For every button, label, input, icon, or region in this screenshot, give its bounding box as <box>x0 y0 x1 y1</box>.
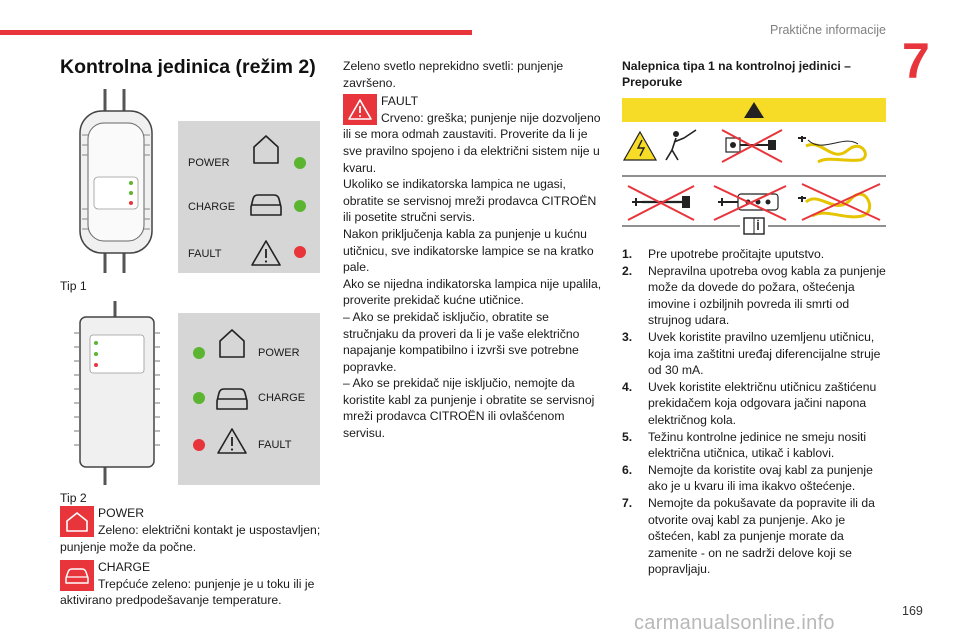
state-fault-title: FAULT <box>381 94 419 109</box>
column-1 <box>60 56 322 609</box>
read-manual-icon <box>744 218 764 234</box>
header-accent-bar <box>0 30 472 35</box>
state-power-text: Zeleno: električni kontakt je uspostavljen; punjenje može da počne. <box>60 522 321 554</box>
control-unit-tip1-illustration <box>60 89 322 273</box>
car-icon <box>60 560 94 591</box>
list-item: 2. Nepravilna upotreba ovog kabla za punjenje može da dovede do požara, oštećenja imovine i ozbiljnih povreda ili smrti od strujnog udara. <box>622 263 886 328</box>
panel-label-fault-tip2: FAULT <box>258 439 292 452</box>
paragraph-no-lamp: Ako se nijedna indikatorska lampica nije upalila, proverite prekidač kućne utičnice. <box>343 276 602 308</box>
coiled-cable-icon <box>798 136 865 162</box>
panel-label-charge: CHARGE <box>188 201 236 214</box>
page-number: 169 <box>902 604 923 618</box>
list-item: 3. Uvek koristite pravilno uzemljenu utičnicu, koja ima zaštitni uređaj diferencijalne struje od 30 mA. <box>622 329 881 378</box>
panel-label-power-tip2: POWER <box>258 347 300 360</box>
warning-triangle-icon <box>343 94 377 125</box>
list-item: 4. Uvek koristite električnu utičnicu zaštićenu prekidačem koja odgovara jačini napona električnog kola. <box>622 379 877 427</box>
list-item: 1. Pre upotrebe pročitajte uputstvo. <box>622 247 825 261</box>
paragraph-lamps-flash: Nakon priključenja kabla za punjenje u kućnu utičnicu, sve indikatorske lampice se na kratko pale. <box>343 226 594 275</box>
no-tangled-cable-icon <box>798 184 880 220</box>
sticker-title: Nalepnica tipa 1 na kontrolnoj jedinici – Preporuke <box>622 59 851 89</box>
column2-body <box>343 176 605 442</box>
house-icon <box>60 506 94 537</box>
panel-label-fault: FAULT <box>188 248 222 261</box>
watermark: carmanualsonline.info <box>634 612 835 634</box>
caption-tip2: Tip 2 <box>60 491 87 506</box>
page-title: Kontrolna jedinica (režim 2) <box>60 56 316 78</box>
state-power-title: POWER <box>98 506 145 521</box>
recommendation-list <box>622 246 890 578</box>
no-extension-cord-icon <box>722 130 782 162</box>
state-charge <box>60 559 322 609</box>
charge-complete-text: Zeleno svetlo neprekidno svetli: punjenje završeno. <box>343 59 564 90</box>
paragraph-lamp-not-off: Ukoliko se indikatorska lampica ne ugasi, obratite se servisnoj mreži prodavca CITROËN ili posetite stručni servis. <box>343 177 597 225</box>
no-power-strip-icon <box>714 186 786 220</box>
paragraph-switch-off: – Ako se prekidač isključio, obratite se stručnjaku da proveri da li je vaše električno napajanje kompatibilno i izvrši sve potrebne popravke. <box>343 309 580 374</box>
section-title: Praktične informacije <box>769 23 886 37</box>
list-item: 6. Nemojte da koristite ovaj kabl za punjenje ako je u kvaru ili ima ikakvo oštećenje. <box>622 462 873 494</box>
state-charge-text: Trepćuće zeleno: punjenje je u toku ili je aktivirano predpodešavanje temperature. <box>60 576 315 608</box>
panel-label-power: POWER <box>188 157 230 170</box>
list-item: 5. Težinu kontrolne jedinice ne smeju nositi električna utičnica, utikač i kablovi. <box>622 429 867 461</box>
column-2 <box>343 58 605 442</box>
paragraph-switch-on: – Ako se prekidač nije isključio, nemojte da koristite kabl za punjenje i obratite se servisnoj mreži prodavca CITROËN ili ovlašćenom servisu. <box>343 376 595 441</box>
panel-label-charge-tip2: CHARGE <box>258 392 306 405</box>
control-unit-tip2-figure <box>60 301 322 485</box>
no-adapter-icon <box>628 186 694 220</box>
state-charge-title: CHARGE <box>98 560 151 575</box>
state-fault <box>343 93 605 176</box>
chapter-number: 7 <box>902 33 930 89</box>
caption-tip1: Tip 1 <box>60 279 87 294</box>
control-unit-tip1-figure <box>60 89 322 273</box>
sticker-illustration <box>622 98 886 236</box>
sticker-pictograms <box>622 98 886 236</box>
state-fault-text: Crveno: greška; punjenje nije dozvoljeno ili se mora odmah zaustaviti. Proverite da li je sve pravilno spojeno i da električni sistem nije u kvaru. <box>343 110 601 175</box>
state-power <box>60 505 322 555</box>
list-item: 7. Nemojte da pokušavate da popravite ili da otvorite ovaj kabl za punjenje. Ako je oštećen, kabl za punjenje morate da zamenite - on ne sadrži delove koji se popravljaju. <box>622 495 875 577</box>
column-3 <box>622 58 890 578</box>
